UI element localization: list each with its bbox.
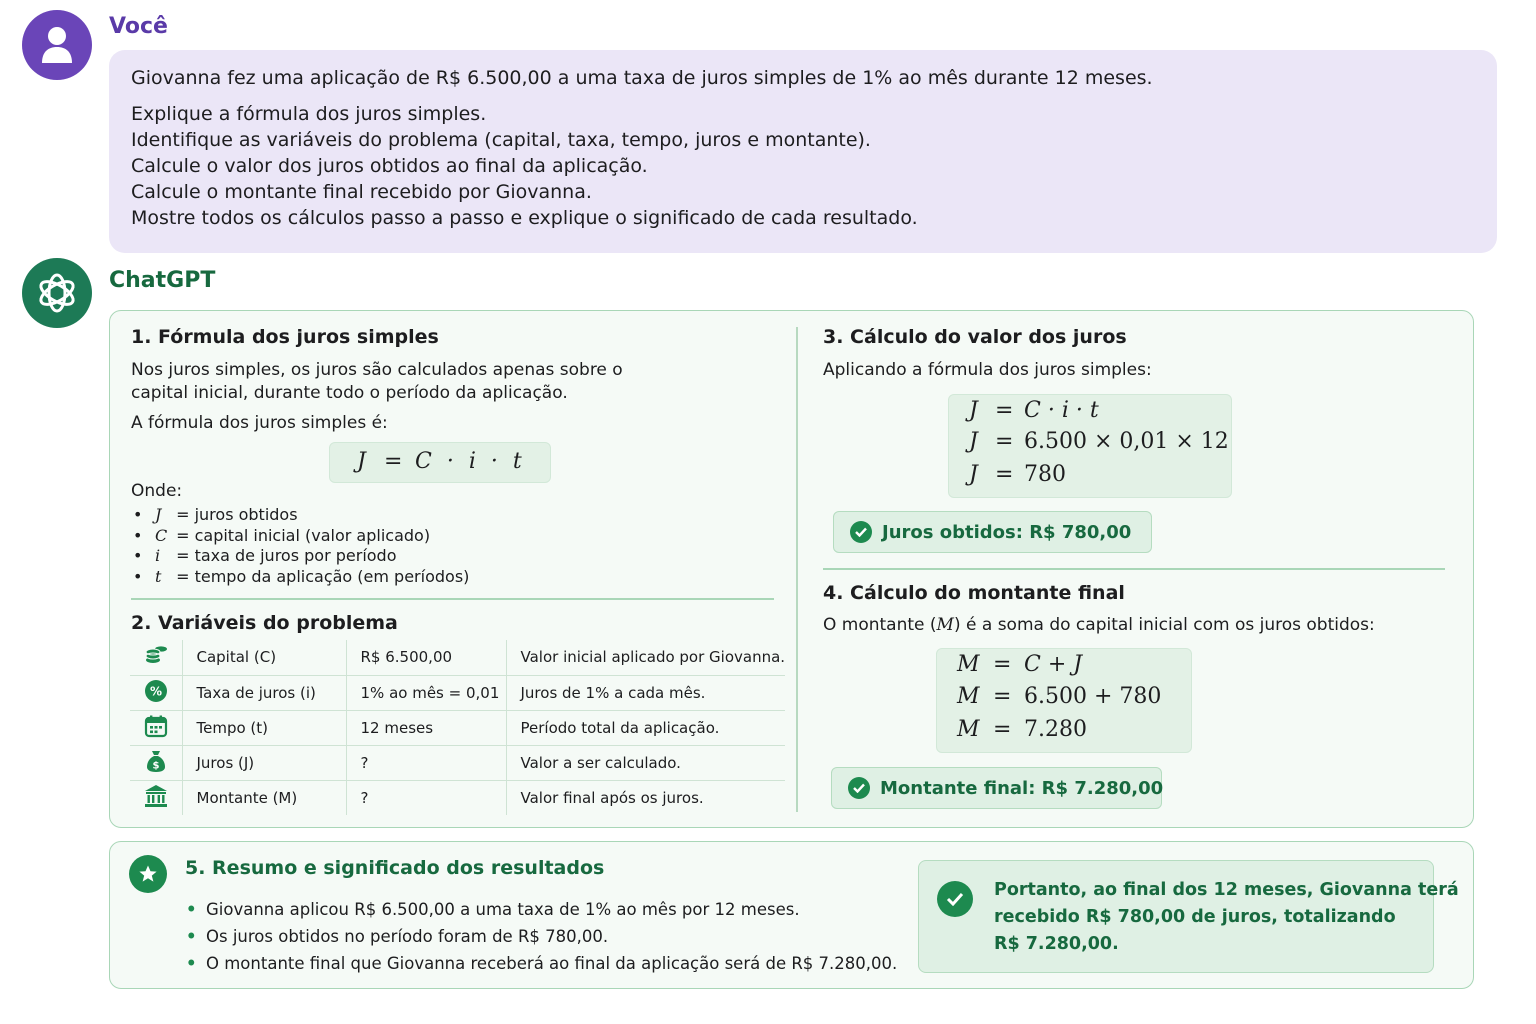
formula-eq: =: [384, 449, 403, 474]
column-divider: [796, 327, 798, 812]
user-message-line: Identifique as variáveis do problema (capital, taxa, tempo, juros e montante).: [131, 129, 871, 151]
variable-desc: Valor final após os juros.: [506, 780, 785, 815]
section-4-title: 4. Cálculo do montante final: [823, 582, 1125, 604]
variable-value: 1% ao mês = 0,01: [346, 675, 506, 710]
variable-desc: Valor inicial aplicado por Giovanna.: [520, 648, 786, 667]
variable-name: Juros (J): [182, 745, 346, 780]
variable-name: Taxa de juros (i): [182, 675, 346, 710]
calc-lhs: M: [957, 717, 980, 742]
montante-result: [831, 767, 1162, 809]
where-label: Onde:: [131, 481, 183, 501]
var-symbol: t: [155, 567, 162, 587]
section-divider: [131, 598, 774, 600]
intro-var: M: [936, 615, 954, 635]
conclusion-line: recebido R$ 780,00 de juros, totalizando: [994, 907, 1396, 927]
svg-text:$: $: [152, 760, 160, 771]
definition-item: [131, 526, 469, 547]
calc-lhs: J: [969, 398, 978, 423]
calc-eq: =: [993, 684, 1012, 709]
intro-part: O montante (: [823, 615, 937, 635]
variable-name: Montante (M): [182, 780, 346, 815]
section-1-intro: Nos juros simples, os juros são calculados apenas sobre o: [131, 360, 623, 380]
calc-lhs: M: [957, 652, 980, 677]
section-3-intro: Aplicando a fórmula dos juros simples:: [823, 360, 1152, 380]
table-row: [130, 780, 785, 815]
section-2-title: 2. Variáveis do problema: [131, 612, 398, 634]
variables-table: [130, 640, 785, 815]
section-1-title: 1. Fórmula dos juros simples: [131, 326, 439, 348]
section-1-intro: capital inicial, durante todo o período da aplicação.: [131, 383, 568, 403]
variable-name: Tempo (t): [182, 710, 346, 745]
user-name: Você: [109, 14, 168, 39]
section-3-title: 3. Cálculo do valor dos juros: [823, 326, 1127, 348]
bank-icon: [144, 784, 168, 808]
definitions-list: [131, 505, 469, 588]
calc-rhs: 6.500 + 780: [1024, 684, 1162, 709]
user-avatar: [22, 10, 92, 80]
conclusion-line: R$ 7.280,00.: [994, 934, 1119, 954]
openai-logo-icon: [34, 270, 80, 316]
check-icon: [848, 777, 870, 799]
conclusion-box: [918, 860, 1459, 973]
section-5-title: 5. Resumo e significado dos resultados: [185, 857, 605, 879]
calc-rhs: 780: [1024, 462, 1066, 487]
money-bag-icon: [144, 749, 168, 773]
table-row: [130, 640, 785, 675]
juros-calculation: [948, 394, 1232, 498]
intro-part: ) é a soma do capital inicial com os juros obtidos:: [953, 615, 1375, 635]
calc-eq: =: [993, 717, 1012, 742]
section-divider: [823, 568, 1445, 570]
summary-item: • Giovanna aplicou R$ 6.500,00 a uma taxa de 1% ao mês por 12 meses.: [186, 896, 897, 923]
calc-lhs: J: [969, 429, 978, 454]
montante-result-text: Montante final: R$ 7.280,00: [880, 777, 1164, 799]
table-row: [130, 745, 785, 780]
formula-intro: A fórmula dos juros simples é:: [131, 413, 388, 433]
check-icon: [850, 521, 872, 543]
calc-eq: =: [995, 429, 1014, 454]
summary-item: • O montante final que Giovanna receberá ao final da aplicação será de R$ 7.280,00.: [186, 950, 897, 977]
table-row: [130, 710, 785, 745]
var-symbol: C: [155, 525, 168, 545]
calc-lhs: J: [969, 462, 978, 487]
juros-result: [833, 511, 1152, 553]
definition-item: [131, 505, 469, 526]
calc-lhs: M: [957, 684, 980, 709]
calc-rhs: 6.500 × 0,01 × 12: [1024, 429, 1229, 454]
formula-box: [329, 442, 551, 483]
juros-result-text: Juros obtidos: R$ 780,00: [882, 521, 1132, 543]
assistant-avatar: [22, 258, 92, 328]
definition-text: = juros obtidos: [176, 505, 298, 524]
summary-list: [186, 896, 897, 977]
svg-text:%: %: [149, 684, 162, 698]
definition-text: = capital inicial (valor aplicado): [176, 525, 431, 545]
definition-text: = tempo da aplicação (em períodos): [176, 567, 470, 587]
user-message: [109, 50, 1497, 253]
check-circle-icon: [937, 881, 973, 917]
assistant-name: ChatGPT: [109, 268, 216, 293]
variable-value: 12 meses: [346, 710, 506, 745]
variable-value: ?: [346, 780, 506, 815]
variable-value: R$ 6.500,00: [346, 640, 506, 675]
var-symbol: i: [155, 546, 161, 566]
person-icon: [40, 25, 74, 65]
formula-lhs: J: [357, 449, 366, 474]
calc-rhs: 7.280: [1024, 717, 1087, 742]
conclusion-line: Portanto, ao final dos 12 meses, Giovanna terá: [994, 880, 1459, 900]
user-message-line: Giovanna fez uma aplicação de R$ 6.500,00 a uma taxa de juros simples de 1% ao mês durante 12 meses.: [131, 67, 1153, 89]
table-row: [130, 675, 785, 710]
calc-eq: =: [993, 652, 1012, 677]
definition-item: [131, 567, 469, 588]
section-4-intro: [823, 614, 1375, 637]
montante-calculation: [936, 648, 1192, 753]
calc-eq: =: [995, 462, 1014, 487]
variable-desc: Valor a ser calculado.: [506, 745, 785, 780]
definition-text: = taxa de juros por período: [176, 546, 397, 566]
conclusion-text: [994, 877, 1459, 958]
percent-icon: [144, 679, 168, 703]
star-icon: [129, 855, 167, 893]
user-message-line: Explique a fórmula dos juros simples.: [131, 103, 487, 125]
definition-item: [131, 546, 469, 567]
user-message-line: Calcule o valor dos juros obtidos ao final da aplicação.: [131, 155, 648, 177]
variable-value: ?: [346, 745, 506, 780]
var-symbol: J: [155, 505, 162, 524]
formula-rhs: C · i · t: [415, 449, 526, 474]
user-message-line: Calcule o montante final recebido por Giovanna.: [131, 181, 592, 203]
variable-name: Capital (C): [182, 640, 346, 675]
calc-rhs: C · i · t: [1024, 398, 1099, 423]
variable-desc: Juros de 1% a cada mês.: [506, 675, 785, 710]
summary-item: • Os juros obtidos no período foram de R$ 780,00.: [186, 923, 897, 950]
user-message-line: Mostre todos os cálculos passo a passo e explique o significado de cada resultado.: [131, 207, 918, 229]
coins-icon: [144, 643, 168, 667]
calendar-icon: [144, 714, 168, 738]
calc-rhs: C + J: [1024, 652, 1083, 677]
variable-desc: Período total da aplicação.: [506, 710, 785, 745]
calc-eq: =: [995, 398, 1014, 423]
